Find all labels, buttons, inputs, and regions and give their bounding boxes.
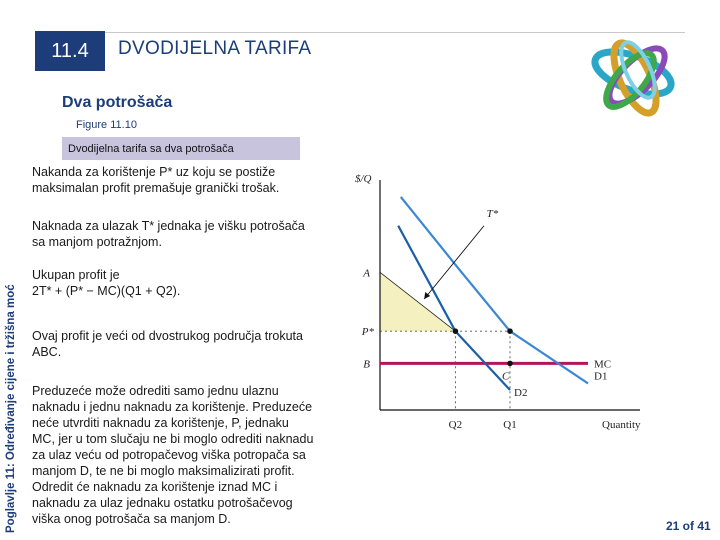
label-mc: MC bbox=[594, 358, 612, 371]
page-indicator: 21 of 41 bbox=[666, 519, 711, 533]
paragraph-conclusion bbox=[32, 383, 354, 527]
section-number: 11.4 bbox=[35, 31, 105, 71]
point-c bbox=[507, 361, 513, 367]
x-axis-label: Quantity bbox=[602, 419, 641, 431]
figure-caption: Dvodijelna tarifa sa dva potrošača bbox=[62, 137, 300, 160]
paragraph-usage-fee bbox=[32, 164, 354, 196]
tick-label-q2: Q2 bbox=[448, 419, 463, 431]
annotation-c: C bbox=[502, 370, 510, 383]
paragraph-line: MC, jer u tom slučaju ne bi moglo odrediti naknadu bbox=[32, 432, 314, 446]
paragraph-line: Nakanda za korištenje P* uz koju se postiže bbox=[32, 165, 276, 179]
label-d2: D2 bbox=[514, 387, 528, 400]
paragraph-line: Ukupan profit je bbox=[32, 268, 120, 282]
paragraph-line: viška onog potrošača sa manjom D. bbox=[32, 512, 231, 526]
point-q2-p-star bbox=[453, 328, 459, 334]
paragraph-line: 2T* + (P* − MC)(Q1 + Q2). bbox=[32, 284, 181, 298]
paragraph-line: naknadu i jednu naknadu za korištenje. Preduzeće bbox=[32, 400, 313, 414]
paragraph-line: Preduzeće može odrediti samo jednu ulaznu bbox=[32, 384, 279, 398]
label-d1: D1 bbox=[594, 370, 608, 383]
two-part-tariff-chart bbox=[340, 160, 670, 435]
paragraph-triangle bbox=[32, 328, 354, 360]
y-axis-label: $/Q bbox=[355, 173, 372, 185]
paragraph-line: maksimalan profit premašuje granički trošak. bbox=[32, 181, 280, 195]
paragraph-line: neće utvrditi naknadu za korištenje, P, jednaku bbox=[32, 416, 289, 430]
paragraph-total-profit bbox=[32, 267, 354, 299]
tick-label-p-star: P* bbox=[361, 326, 374, 339]
paragraph-line: manjom D, te ne bi moglo maksimalizirati profit. bbox=[32, 464, 295, 478]
rings-logo-icon bbox=[575, 18, 695, 138]
paragraph-line: za ulaz veću od potropačevog viška potropača sa bbox=[32, 448, 306, 462]
point-q1-p-star bbox=[507, 328, 513, 334]
tick-label-a: A bbox=[363, 267, 370, 280]
tick-label-b: B bbox=[363, 358, 370, 371]
paragraph-line: Odredit će naknadu za korištenje iznad MC i bbox=[32, 480, 278, 494]
annotation-t-star: T* bbox=[486, 207, 499, 220]
figure-label: Figure 11.10 bbox=[76, 119, 137, 131]
chapter-label: Poglavlje 11: Određivanje cijene i tržišna moć bbox=[5, 284, 17, 533]
paragraph-line: sa manjom potražnjom. bbox=[32, 235, 162, 249]
paragraph-entry-fee bbox=[32, 218, 354, 250]
subtitle: Dva potrošača bbox=[62, 94, 173, 111]
d1-curve bbox=[401, 197, 588, 384]
paragraph-line: Ovaj profit je veći od dvostrukog područja trokuta bbox=[32, 329, 303, 343]
paragraph-line: Naknada za ulazak T* jednaka je višku potrošača bbox=[32, 219, 305, 233]
section-title: DVODIJELNA TARIFA bbox=[118, 38, 312, 59]
paragraph-line: naknadu za ulaz jednaku ostatku potrošačevog bbox=[32, 496, 293, 510]
paragraph-line: ABC. bbox=[32, 345, 62, 359]
tick-label-q1: Q1 bbox=[503, 419, 517, 431]
